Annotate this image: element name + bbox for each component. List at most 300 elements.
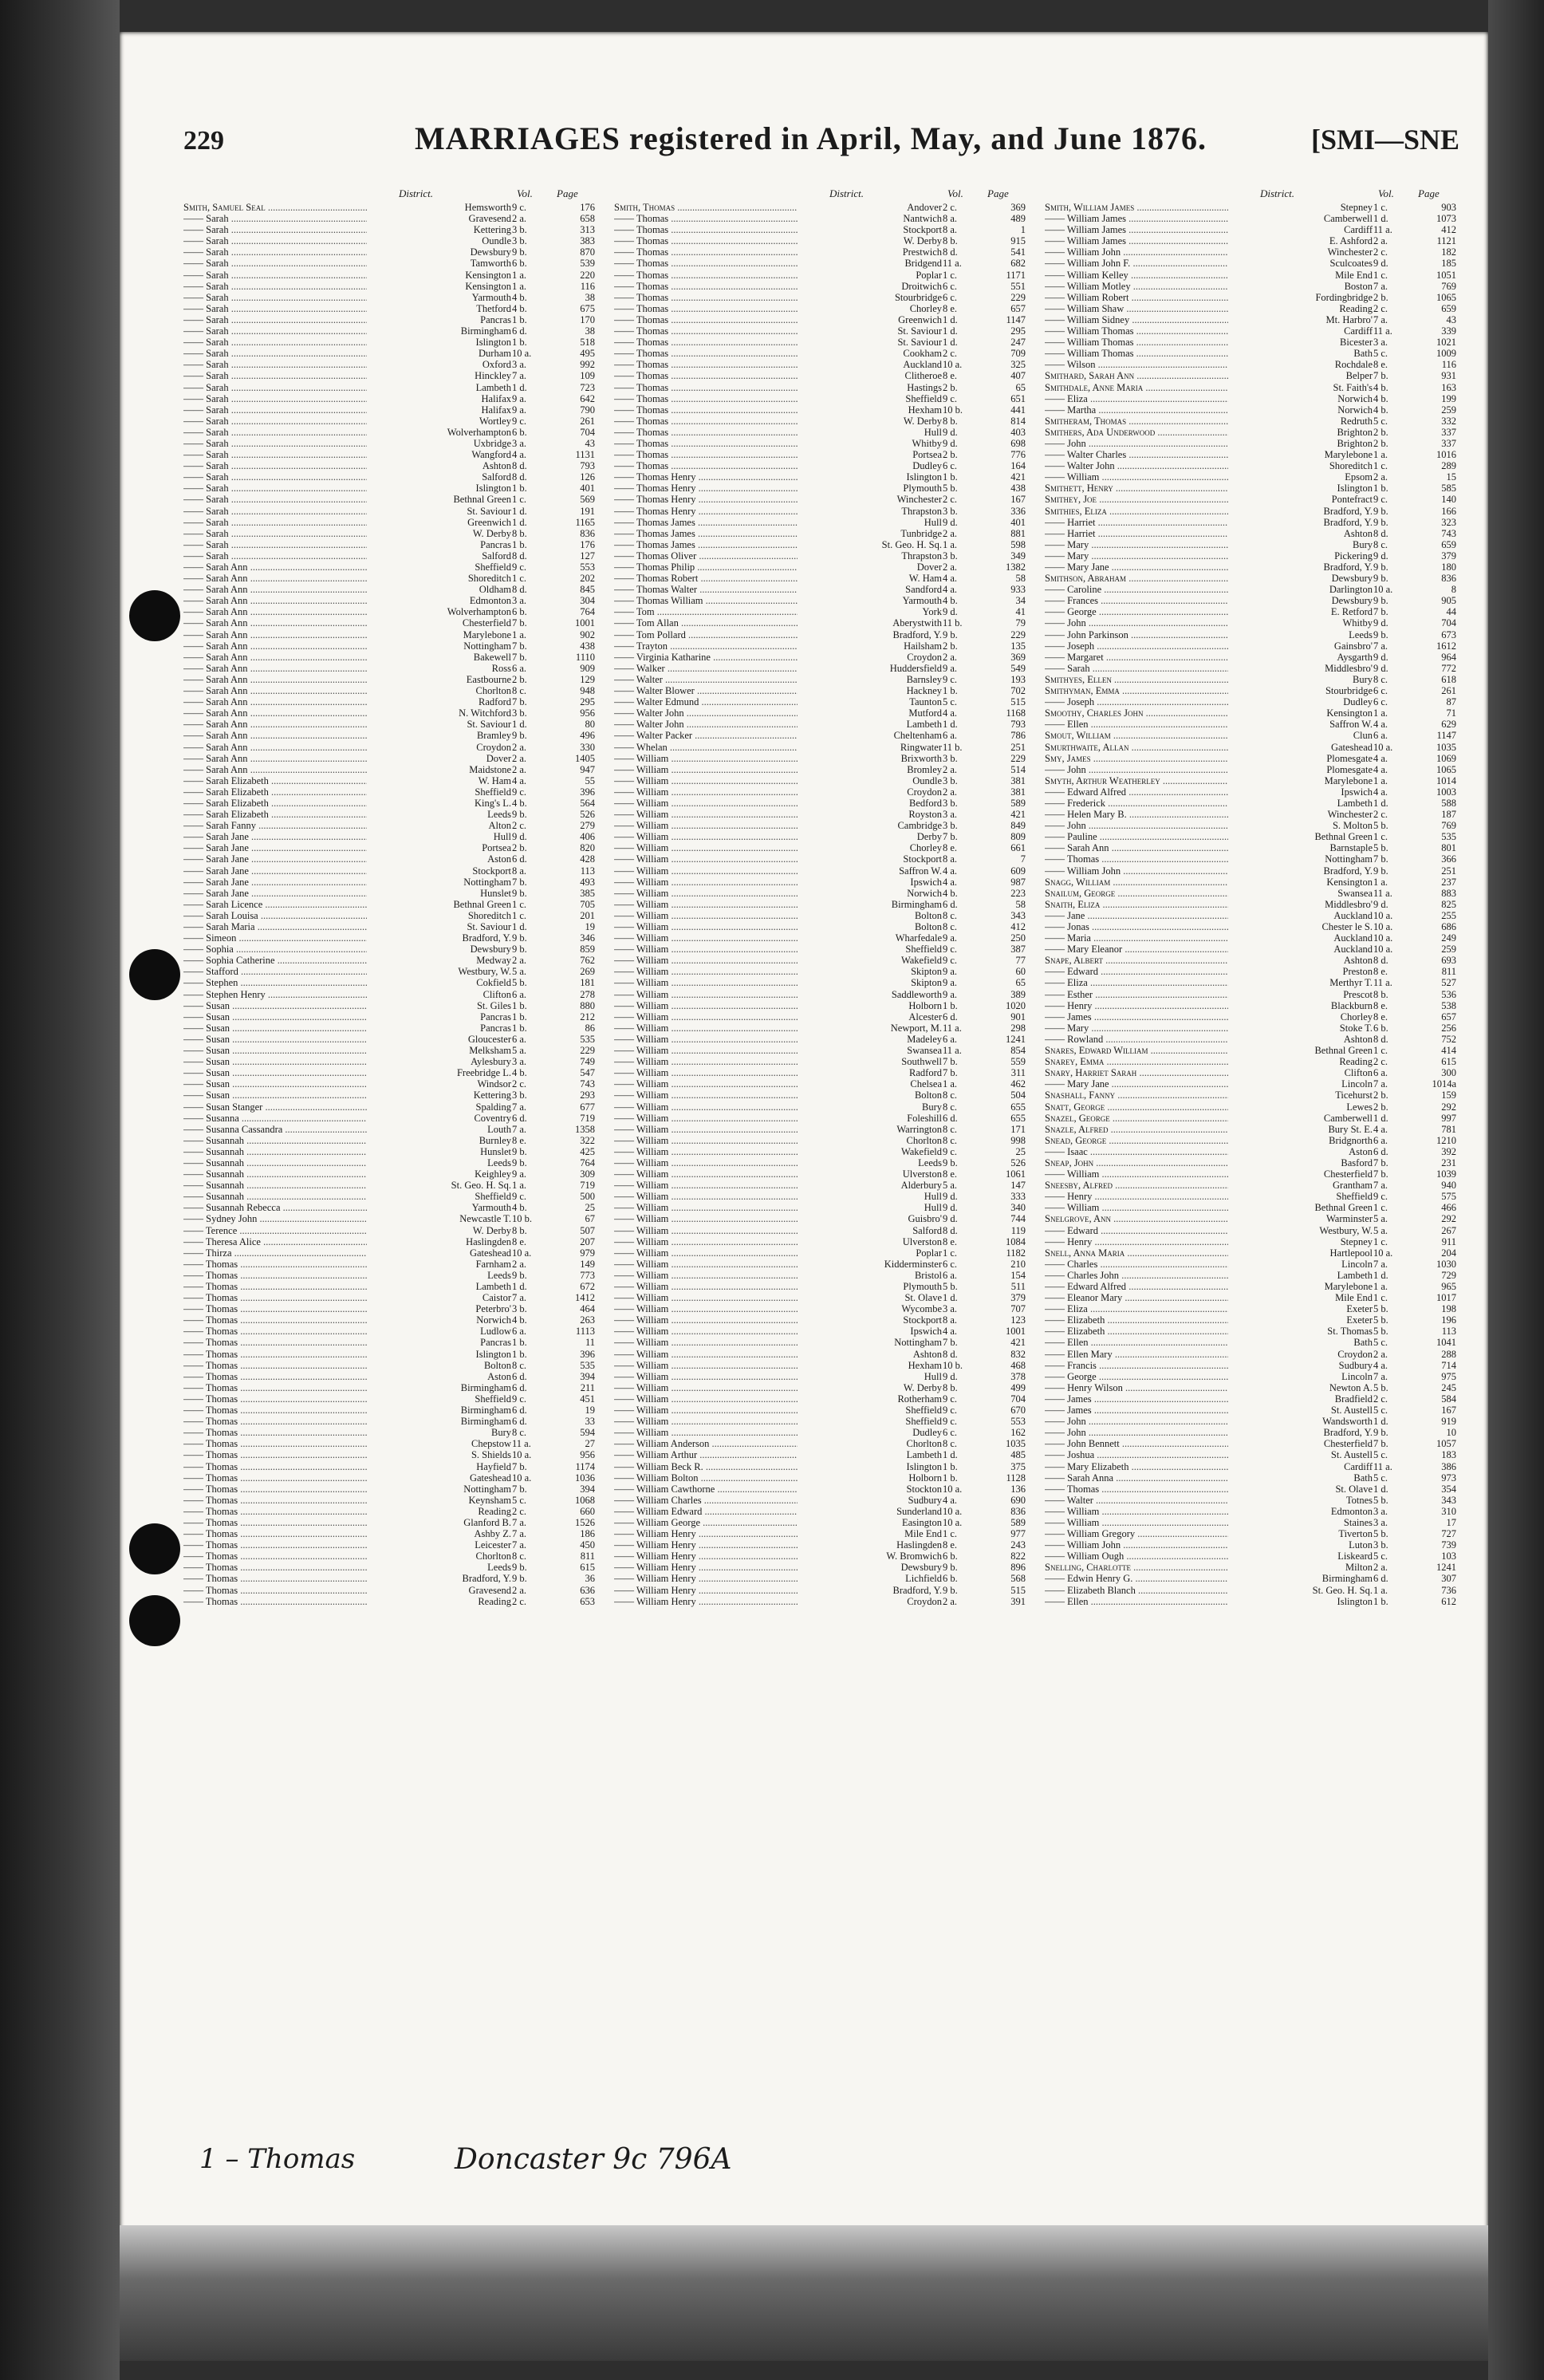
entry-district: Holborn	[798, 1472, 942, 1484]
entry-district: Windsor	[367, 1078, 511, 1090]
entry-page: 809	[1010, 831, 1026, 843]
entry-volume: 1 b.	[1373, 1595, 1388, 1607]
entry-name: —— Frederick .....	[1045, 798, 1243, 809]
index-entry	[1045, 944, 1459, 955]
entry-name: —— Mary Elizabeth .....	[1045, 1461, 1243, 1472]
entry-volume: 8 e.	[943, 842, 958, 854]
entry-volume: 5 c.	[512, 1494, 527, 1506]
entry-volume: 5 b.	[1373, 1494, 1388, 1506]
index-entry	[1045, 303, 1459, 314]
entry-volume: 1 d.	[512, 1281, 527, 1292]
entry-volume: 7 a.	[1373, 1258, 1388, 1270]
entry-district: Sunderland	[798, 1506, 942, 1517]
index-entry	[183, 1472, 598, 1484]
index-entry	[183, 786, 598, 798]
entry-volume: 11 a.	[943, 1022, 962, 1034]
index-entry	[1045, 1067, 1459, 1078]
entry-volume: 9 c.	[512, 1191, 527, 1203]
index-entry	[183, 1270, 598, 1281]
index-entry	[614, 427, 1029, 438]
entry-district: Plymouth	[798, 1281, 942, 1292]
entry-volume: 8 b.	[943, 235, 958, 247]
entry-page: 1128	[1006, 1472, 1026, 1484]
entry-name: —— William .....	[614, 1191, 812, 1202]
entry-district: Dewsbury	[1228, 595, 1373, 606]
entry-district: Hayfield	[367, 1461, 511, 1472]
entry-district: Kensington	[1228, 707, 1373, 719]
entry-name: —— Sarah .....	[183, 359, 381, 370]
entry-page: 1016	[1436, 449, 1456, 461]
entry-page: 193	[1010, 673, 1026, 685]
entry-district: Pancras	[367, 1023, 511, 1034]
index-entry	[614, 820, 1029, 831]
entry-volume: 2 a.	[943, 527, 958, 539]
index-entry	[1045, 449, 1459, 460]
entry-name: Smy, James .....	[1045, 753, 1243, 764]
entry-page: 992	[580, 359, 595, 371]
entry-page: 116	[1441, 359, 1456, 371]
entry-volume: 1 c.	[943, 269, 958, 281]
entry-page: 588	[1441, 797, 1456, 809]
entry-volume: 6 c.	[943, 460, 958, 472]
entry-district: Portsea	[798, 449, 942, 460]
entry-name: —— Susannah .....	[183, 1168, 381, 1180]
index-entry	[1045, 202, 1459, 213]
entry-name: —— Thomas .....	[614, 213, 812, 224]
index-entry	[183, 685, 598, 696]
entry-volume: 9 b.	[512, 730, 527, 742]
entry-district: Milton	[1228, 1562, 1373, 1573]
entry-name: —— Sarah Maria .....	[183, 921, 381, 932]
index-entry	[1045, 1585, 1459, 1596]
entry-district: Stoke T.	[1228, 1023, 1373, 1034]
index-entry	[183, 719, 598, 730]
index-entry	[614, 1045, 1029, 1056]
index-entry	[614, 404, 1029, 416]
entry-volume: 8 e.	[943, 302, 958, 314]
entry-district: Croydon	[798, 652, 942, 663]
index-entry	[1045, 584, 1459, 595]
entry-volume: 6 d.	[512, 1370, 527, 1382]
index-entry	[614, 1585, 1029, 1596]
entry-volume: 11 a.	[1373, 325, 1392, 337]
index-entry	[614, 202, 1029, 213]
entry-page: 185	[1441, 258, 1456, 270]
entry-page: 421	[1010, 809, 1026, 821]
entry-district: Cardiff	[1228, 1461, 1373, 1472]
entry-district: Cardiff	[1228, 325, 1373, 337]
index-entry	[183, 202, 598, 213]
entry-page: 86	[585, 1022, 595, 1034]
entry-page: 293	[580, 1090, 595, 1101]
entry-name: —— William Bolton .....	[614, 1472, 812, 1484]
entry-district: Birmingham	[1228, 1573, 1373, 1584]
entry-volume: 3 b.	[943, 820, 958, 832]
entry-district: W. Derby	[367, 1225, 511, 1236]
entry-name: —— William .....	[614, 842, 812, 853]
entry-name: —— Sarah .....	[1045, 663, 1243, 674]
entry-district: Wolverhampton	[367, 427, 511, 438]
entry-volume: 3 a.	[943, 809, 958, 821]
entry-district: Islington	[367, 1349, 511, 1360]
entry-name: —— Tom .....	[614, 606, 812, 617]
entry-district: Stockton	[798, 1484, 942, 1495]
entry-page: 743	[580, 1078, 595, 1090]
entry-district: Pickering	[1228, 550, 1373, 562]
entry-district: Bath	[1228, 1472, 1373, 1484]
entry-district: Aston	[1228, 1146, 1373, 1157]
entry-district: Winchester	[798, 494, 942, 505]
entry-volume: 9 c.	[512, 202, 527, 213]
index-entry	[1045, 820, 1459, 831]
entry-page: 661	[1010, 842, 1026, 854]
entry-volume: 2 b.	[943, 381, 958, 393]
entry-district: Shoreditch	[367, 573, 511, 584]
entry-district: King's L.	[367, 798, 511, 809]
entry-name: —— Thomas Walter .....	[614, 584, 812, 595]
entry-page: 267	[1441, 1224, 1456, 1236]
index-entry	[614, 707, 1029, 719]
entry-volume: 8 e.	[1373, 966, 1388, 978]
entry-page: 394	[580, 1483, 595, 1495]
entry-district: Bedford	[798, 798, 942, 809]
entry-page: 859	[580, 944, 595, 956]
entry-page: 854	[1010, 1045, 1026, 1057]
entry-volume: 9 b.	[512, 1157, 527, 1168]
entry-page: 956	[580, 707, 595, 719]
entry-page: 231	[1441, 1157, 1456, 1168]
entry-name: —— Henry .....	[1045, 1191, 1243, 1202]
entry-name: —— William .....	[614, 1225, 812, 1236]
entry-name: —— Thomas .....	[1045, 1484, 1243, 1495]
entry-district: Nottingham	[367, 1484, 511, 1495]
entry-volume: 9 d.	[1373, 550, 1388, 562]
entry-volume: 7 a.	[512, 1516, 527, 1528]
entry-volume: 6 b.	[1373, 1022, 1388, 1034]
index-entry	[1045, 617, 1459, 628]
entry-district: Birmingham	[367, 1416, 511, 1427]
entry-district: Ipswich	[798, 1326, 942, 1337]
entry-name: —— William .....	[614, 944, 812, 955]
entry-name: —— William Kelley .....	[1045, 270, 1243, 281]
entry-district: Andover	[798, 202, 942, 213]
entry-district: Bury St. E.	[1228, 1124, 1373, 1135]
entry-volume: 2 a.	[512, 955, 527, 967]
index-entry	[1045, 483, 1459, 494]
index-entry	[183, 877, 598, 888]
entry-name: —— Sarah .....	[183, 427, 381, 438]
entry-district: Hexham	[798, 1360, 942, 1371]
entry-district: Bristol	[798, 1270, 942, 1281]
index-entry	[1045, 809, 1459, 820]
entry-name: —— Mary Jane .....	[1045, 562, 1243, 573]
entry-district: Coventry	[367, 1113, 511, 1124]
index-entry	[1045, 1337, 1459, 1348]
entry-district: Gloucester	[367, 1034, 511, 1045]
entry-page: 714	[1441, 1359, 1456, 1371]
entry-page: 36	[585, 1573, 595, 1585]
entry-volume: 3 b.	[512, 1303, 527, 1315]
entry-volume: 9 c.	[943, 955, 958, 967]
entry-district: Thetford	[367, 303, 511, 314]
entry-name: —— Helen Mary B. .....	[1045, 809, 1243, 820]
entry-page: 541	[1010, 246, 1026, 258]
entry-name: —— Mary .....	[1045, 1023, 1243, 1034]
entry-volume: 9 c.	[1373, 1191, 1388, 1203]
entry-volume: 10 a.	[1373, 584, 1393, 596]
index-entry	[1045, 595, 1459, 606]
entry-page: 814	[1010, 415, 1026, 427]
entry-volume: 6 c.	[1373, 696, 1388, 708]
index-entry	[614, 213, 1029, 224]
entry-name: —— Susanna Cassandra .....	[183, 1124, 381, 1135]
index-entry	[1045, 674, 1459, 685]
entry-name: —— Edward .....	[1045, 1225, 1243, 1236]
entry-page: 919	[1441, 1416, 1456, 1428]
entry-district: Mile End	[1228, 1292, 1373, 1303]
index-entry	[183, 606, 598, 617]
entry-volume: 2 a.	[512, 1258, 527, 1270]
index-entry	[183, 438, 598, 449]
entry-name: —— Thomas .....	[183, 1326, 381, 1337]
index-entry	[1045, 831, 1459, 842]
entry-name: —— John .....	[1045, 1427, 1243, 1438]
entry-district: Greenwich	[367, 517, 511, 528]
entry-name: —— Walter John .....	[614, 707, 812, 719]
entry-district: Ipswich	[798, 877, 942, 888]
index-entry	[614, 550, 1029, 562]
entry-district: Freebridge L.	[367, 1067, 511, 1078]
index-entry	[183, 270, 598, 281]
entry-name: —— William .....	[614, 820, 812, 831]
entry-volume: 3 b.	[943, 550, 958, 562]
entry-page: 71	[1446, 707, 1456, 719]
entry-volume: 1 d.	[512, 505, 527, 517]
entry-page: 551	[1010, 280, 1026, 292]
entry-volume: 7 b.	[512, 876, 527, 888]
index-entry	[1045, 1168, 1459, 1180]
entry-district: Bradford, Y.	[1228, 562, 1373, 573]
entry-district: Grantham	[1228, 1180, 1373, 1191]
index-entry	[1045, 506, 1459, 517]
page-header	[183, 120, 1459, 167]
entry-name: —— Margaret .....	[1045, 652, 1243, 663]
entry-district: Prestwich	[798, 246, 942, 258]
index-entry	[183, 1213, 598, 1224]
entry-district: Salford	[367, 550, 511, 562]
entry-district: Bethnal Green	[1228, 1202, 1373, 1213]
entry-name: —— William .....	[614, 989, 812, 1000]
entry-volume: 7 b.	[512, 640, 527, 652]
index-entry	[614, 1551, 1029, 1562]
index-entry	[614, 663, 1029, 674]
entry-district: Lambeth	[798, 1449, 942, 1460]
entry-name: —— Eliza .....	[1045, 393, 1243, 404]
entry-volume: 10 a.	[1373, 932, 1393, 944]
entry-page: 263	[580, 1314, 595, 1326]
entry-page: 744	[1010, 1213, 1026, 1225]
entry-name: Snaith, Eliza .....	[1045, 899, 1243, 910]
index-entry	[183, 1113, 598, 1124]
entry-name: —— William .....	[614, 1124, 812, 1135]
entry-volume: 2 a.	[943, 786, 958, 798]
entry-name: —— Rowland .....	[1045, 1034, 1243, 1045]
entry-page: 704	[580, 426, 595, 438]
entry-page: 901	[1010, 1011, 1026, 1023]
index-entry	[1045, 786, 1459, 798]
entry-volume: 3 a.	[512, 437, 527, 449]
entry-name: —— Joseph .....	[1045, 696, 1243, 707]
index-entry	[183, 1067, 598, 1078]
entry-page: 1014	[1436, 774, 1456, 786]
entry-district: St. Thomas	[1228, 1326, 1373, 1337]
entry-name: —— William .....	[614, 921, 812, 932]
index-entry	[183, 1303, 598, 1314]
entry-volume: 2 a.	[1373, 471, 1388, 483]
index-entry	[1045, 1281, 1459, 1292]
entry-volume: 1 c.	[1373, 269, 1388, 281]
entry-volume: 1 d.	[943, 1292, 958, 1304]
entry-name: Smithyes, Ellen .....	[1045, 674, 1243, 685]
index-entry	[614, 370, 1029, 381]
entry-volume: 4 b.	[943, 595, 958, 607]
entry-volume: 3 a.	[1373, 1516, 1388, 1528]
index-entry	[614, 337, 1029, 348]
entry-page: 1113	[575, 1326, 595, 1338]
entry-page: 259	[1441, 404, 1456, 416]
index-entry	[183, 1281, 598, 1292]
entry-name: —— Thomas .....	[183, 1517, 381, 1528]
entry-name: —— Eliza .....	[1045, 1303, 1243, 1314]
entry-district: Chesterfield	[1228, 1438, 1373, 1449]
entry-district: Alcester	[798, 1011, 942, 1023]
index-entry	[183, 281, 598, 292]
entry-volume: 9 b.	[943, 1562, 958, 1574]
entry-name: —— Thomas .....	[183, 1449, 381, 1460]
entry-name: —— Joshua .....	[1045, 1449, 1243, 1460]
entry-district: Gateshead	[1228, 742, 1373, 753]
entry-district: Hull	[798, 517, 942, 528]
entry-name: —— Sarah .....	[183, 393, 381, 404]
entry-volume: 9 d.	[1373, 898, 1388, 910]
entry-district: Nottingham	[367, 877, 511, 888]
index-entry	[183, 1078, 598, 1090]
entry-page: 126	[580, 471, 595, 483]
index-entry	[614, 1157, 1029, 1168]
entry-name: Snelling, Charlotte .....	[1045, 1562, 1243, 1573]
entry-name: —— William .....	[614, 932, 812, 944]
entry-district: Oxford	[367, 359, 511, 370]
entry-name: Snelgrove, Ann .....	[1045, 1213, 1243, 1224]
entry-name: —— William .....	[614, 1011, 812, 1023]
index-entry	[1045, 460, 1459, 471]
entry-name: —— Sarah Elizabeth .....	[183, 786, 381, 798]
entry-volume: 6 d.	[512, 1416, 527, 1428]
entry-name: —— William .....	[614, 1168, 812, 1180]
index-entry	[183, 1326, 598, 1337]
entry-name: Smout, William .....	[1045, 730, 1243, 741]
entry-district: Wakefield	[798, 1146, 942, 1157]
index-entry	[1045, 977, 1459, 988]
entry-name: —— Susannah Rebecca .....	[183, 1202, 381, 1213]
entry-volume: 7 b.	[943, 1056, 958, 1068]
entry-district: Leeds	[798, 1157, 942, 1168]
entry-volume: 1 a.	[512, 269, 527, 281]
entry-volume: 8 d.	[512, 584, 527, 596]
entry-district: Hexham	[798, 404, 942, 416]
entry-page: 485	[1010, 1449, 1026, 1461]
entry-name: —— Esther .....	[1045, 989, 1243, 1000]
entry-name: —— John .....	[1045, 764, 1243, 775]
index-entry	[183, 382, 598, 393]
entry-volume: 1 c.	[512, 573, 527, 585]
entry-district: Islington	[798, 471, 942, 483]
index-entry	[614, 652, 1029, 663]
entry-district: Bath	[1228, 348, 1373, 359]
entry-district: Merthyr T.	[1228, 977, 1373, 988]
index-entry	[1045, 685, 1459, 696]
column-header-vol: Vol.	[947, 187, 963, 199]
entry-district: Bethnal Green	[1228, 1045, 1373, 1056]
entry-volume: 5 c.	[943, 696, 958, 708]
index-entry	[614, 348, 1029, 359]
entry-page: 438	[1010, 483, 1026, 495]
index-entry	[1045, 798, 1459, 809]
entry-volume: 4 b.	[1373, 381, 1388, 393]
entry-name: —— Thomas .....	[183, 1416, 381, 1427]
handwritten-annotations	[199, 2134, 1156, 2197]
entry-name: —— Harriet .....	[1045, 517, 1243, 528]
entry-district: Bury	[1228, 539, 1373, 550]
entry-district: Plomesgate	[1228, 764, 1373, 775]
entry-district: Burnley	[367, 1135, 511, 1146]
index-entry	[1045, 629, 1459, 640]
entry-district: Clitheroe	[798, 370, 942, 381]
index-entry	[614, 325, 1029, 337]
entry-volume: 4 b.	[512, 797, 527, 809]
index-entry	[1045, 1528, 1459, 1539]
column-header-district: District.	[1260, 187, 1294, 199]
entry-district: Kidderminster	[798, 1259, 942, 1270]
entry-district: Reading	[367, 1506, 511, 1517]
entry-district: Lambeth	[798, 719, 942, 730]
entry-page: 1065	[1436, 763, 1456, 775]
index-column-1	[183, 187, 598, 2126]
index-entry	[1045, 1562, 1459, 1573]
entry-page: 58	[1015, 898, 1026, 910]
entry-district: Mile End	[798, 1528, 942, 1539]
entry-page: 1020	[1006, 999, 1026, 1011]
entry-volume: 9 c.	[943, 673, 958, 685]
index-entry	[1045, 359, 1459, 370]
entry-name: —— William .....	[614, 753, 812, 764]
entry-district: Medway	[367, 955, 511, 966]
entry-page: 237	[1441, 876, 1456, 888]
entry-page: 123	[1010, 1314, 1026, 1326]
index-entry	[183, 977, 598, 988]
entry-volume: 10 a.	[1373, 1247, 1393, 1259]
entry-volume: 7 b.	[1373, 1438, 1388, 1450]
entry-district: Radford	[798, 1067, 942, 1078]
entry-volume: 2 c.	[1373, 1393, 1388, 1405]
entry-name: —— Trayton .....	[614, 640, 812, 652]
entry-name: —— William John .....	[1045, 1539, 1243, 1551]
entry-name: —— Thomas .....	[614, 303, 812, 314]
entry-page: 598	[1010, 538, 1026, 550]
index-entry	[1045, 1236, 1459, 1247]
index-entry	[183, 1168, 598, 1180]
index-entry	[183, 1247, 598, 1259]
